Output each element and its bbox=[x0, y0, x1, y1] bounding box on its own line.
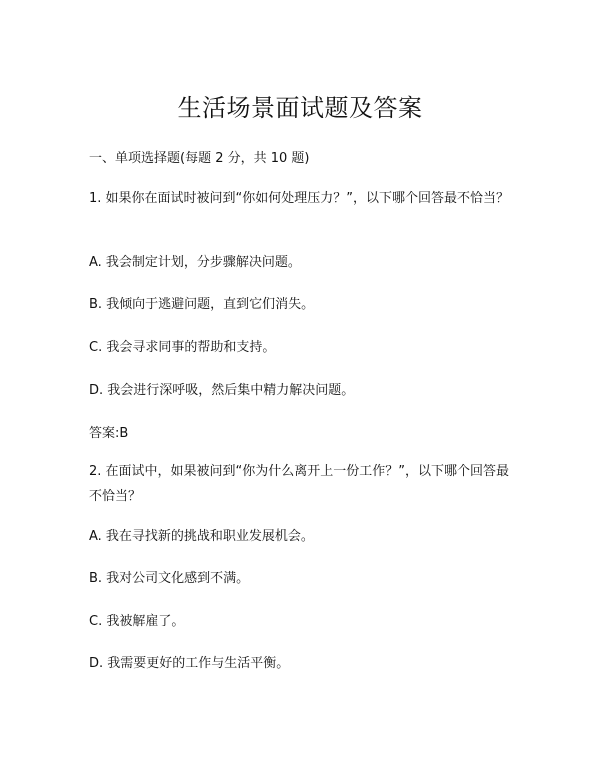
document-title: 生活场景面试题及答案 bbox=[177, 94, 423, 122]
question-2-option-c: C. 我被解雇了。 bbox=[89, 614, 185, 629]
question-1-option-a: A. 我会制定计划，分步骤解决问题。 bbox=[89, 255, 301, 270]
question-1-answer: 答案:B bbox=[89, 426, 129, 441]
question-1-stem: 1. 如果你在面试时被问到“你如何处理压力？”，以下哪个回答最不恰当？ bbox=[89, 191, 510, 206]
section-heading: 一、单项选择题(每题 2 分，共 10 题) bbox=[89, 151, 310, 166]
question-2-option-d: D. 我需要更好的工作与生活平衡。 bbox=[89, 656, 290, 671]
question-2-option-b: B. 我对公司文化感到不满。 bbox=[89, 571, 250, 586]
question-2-stem: 2. 在面试中，如果被问到“你为什么离开上一份工作？”，以下哪个回答最不恰当？ bbox=[89, 464, 510, 504]
question-1-option-b: B. 我倾向于逃避问题，直到它们消失。 bbox=[89, 297, 315, 312]
question-2-option-a: A. 我在寻找新的挑战和职业发展机会。 bbox=[89, 529, 314, 544]
question-1-option-d: D. 我会进行深呼吸，然后集中精力解决问题。 bbox=[89, 383, 355, 398]
question-1-option-c: C. 我会寻求同事的帮助和支持。 bbox=[89, 340, 276, 355]
